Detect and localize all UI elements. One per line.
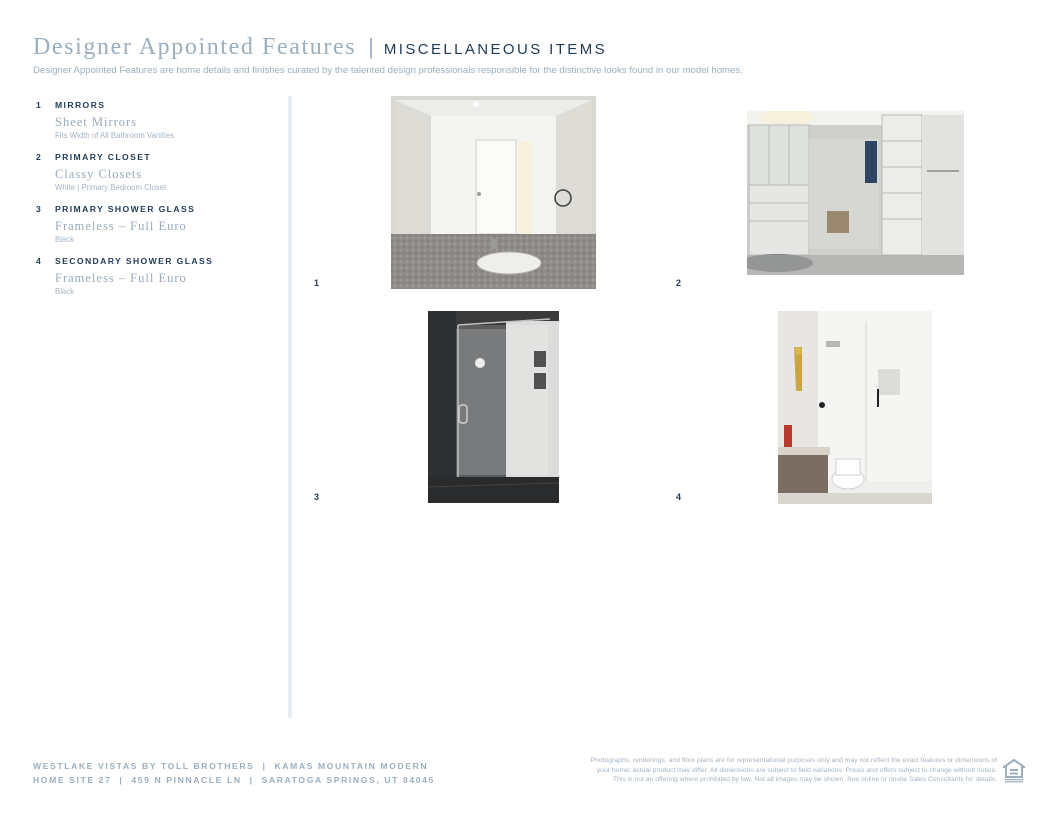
title-row — [33, 34, 1023, 61]
footer-community: WESTLAKE VISTAS BY TOLL BROTHERS | KAMAS MOUNTAIN MODERN — [33, 761, 429, 771]
disclaimer-line: This is not an offering where prohibited by law. Not all images may be shown. See online or onsite Sales Consultants for details. — [612, 776, 997, 783]
feature-item-mirrors — [36, 100, 276, 140]
feature-name: Frameless – Full Euro — [55, 271, 187, 285]
equal-housing-icon — [1003, 759, 1025, 783]
page-header — [33, 34, 1023, 76]
feature-category: PRIMARY SHOWER GLASS — [55, 204, 196, 214]
footer-disclaimer — [520, 756, 997, 785]
feature-number: 1 — [36, 100, 43, 110]
feature-number: 3 — [36, 204, 43, 214]
feature-description: Black — [55, 235, 75, 244]
disclaimer-line: your home; actual product may differ. All dimensions are subject to field variations. Prices and offers subject to change without notice. — [596, 766, 997, 774]
disclaimer-line: Photographs, renderings, and floor plans are for representational purposes only and may not reflect the exact features or dimensions of — [590, 757, 997, 764]
feature-description: Fits Width of All Bathroom Vanities — [55, 131, 175, 140]
footer-address — [33, 759, 435, 787]
page-subtitle: Designer Appointed Features are home details and finishes curated by the talented design professionals responsible for the distinctive looks found in our model homes. — [33, 65, 743, 76]
bathroom-mirror-photo — [391, 96, 596, 289]
photo-label: 2 — [676, 278, 682, 288]
feature-name: Sheet Mirrors — [55, 115, 138, 129]
secondary-shower-photo — [778, 311, 932, 504]
feature-number: 2 — [36, 152, 43, 162]
feature-description: White | Primary Bedroom Closet — [55, 183, 167, 192]
photo-label: 3 — [314, 492, 320, 502]
section-title: MISCELLANEOUS ITEMS — [383, 41, 607, 58]
feature-list — [36, 100, 276, 308]
photo-label: 4 — [676, 492, 682, 502]
walk-in-closet-photo — [747, 111, 964, 275]
feature-number: 4 — [36, 256, 43, 266]
feature-category: MIRRORS — [55, 100, 106, 110]
page-title: Designer Appointed Features — [33, 34, 357, 60]
title-separator: | — [368, 34, 374, 59]
vertical-divider — [288, 96, 292, 718]
photo-label: 1 — [314, 278, 320, 288]
feature-item-primary-closet — [36, 152, 276, 192]
feature-name: Classy Closets — [55, 167, 143, 181]
feature-name: Frameless – Full Euro — [55, 219, 187, 233]
footer-home-site: HOME SITE 27 | 459 N PINNACLE LN | SARATOGA SPRINGS, UT 84045 — [33, 775, 435, 785]
feature-item-primary-shower-glass — [36, 204, 276, 244]
feature-item-secondary-shower-glass — [36, 256, 276, 296]
feature-description: Black — [55, 287, 75, 296]
feature-category: SECONDARY SHOWER GLASS — [55, 256, 214, 266]
shower-glass-photo — [428, 311, 559, 503]
feature-category: PRIMARY CLOSET — [55, 152, 151, 162]
